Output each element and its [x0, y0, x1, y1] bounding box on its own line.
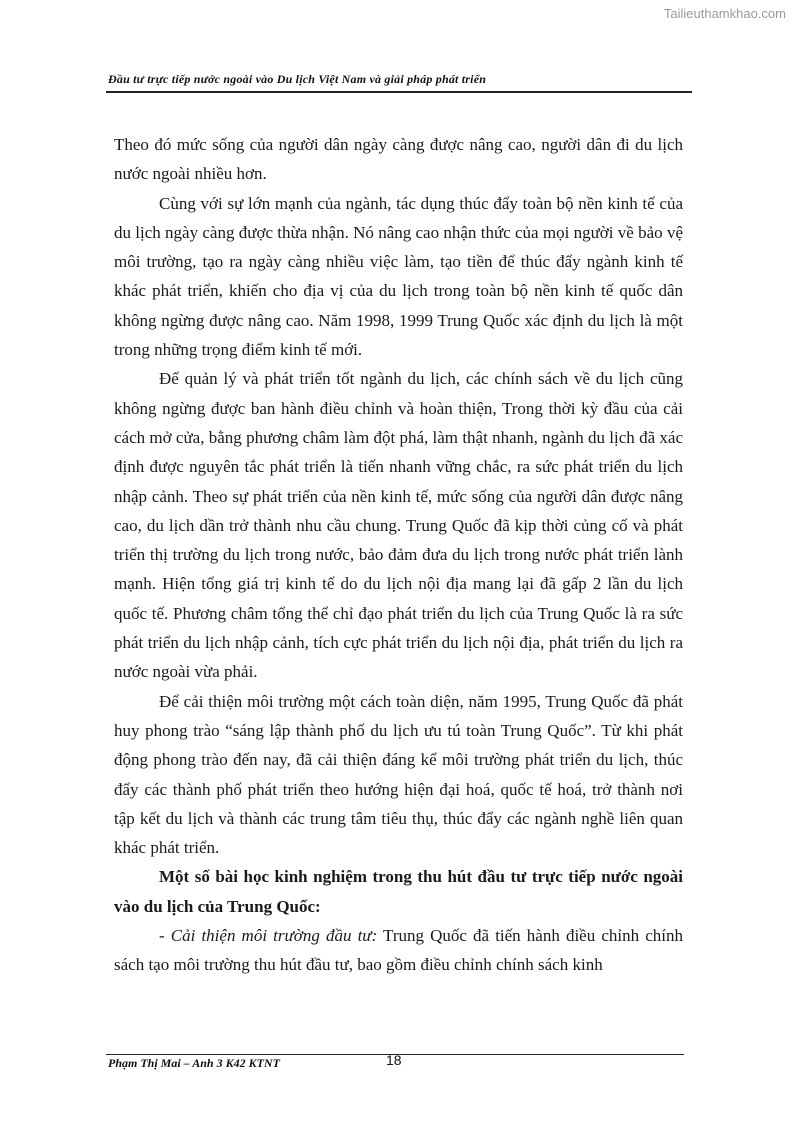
section-heading: Một số bài học kinh nghiệm trong thu hút đầu tư trực tiếp nước ngoài vào du lịch của Trung Quốc:	[114, 867, 683, 916]
paragraph-6	[114, 921, 683, 980]
paragraph-3: Để quản lý và phát triển tốt ngành du lịch, các chính sách về du lịch cũng không ngừng được ban hành điều chỉnh và hoàn thiện, Trong thời kỳ đầu của cải cách mở cửa, bằng phương châm làm đột phá, làm thật nhanh, ngành du lịch đã xác định được nguyên tắc phát triển là tiến nhanh vững chắc, ra sức phát triển du lịch nhập cảnh. Theo sự phát triển của nền kinh tế, mức sống của người dân được nâng cao, du lịch dần trở thành nhu cầu chung. Trung Quốc đã kịp thời củng cố và phát triển thị trường du lịch trong nước, bảo đảm đưa du lịch trong nước phát triển lành mạnh. Hiện tổng giá trị kinh tế do du lịch nội địa mang lại đã gấp 2 lần du lịch quốc tế. Phương châm tổng thể chỉ đạo phát triển du lịch của Trung Quốc là ra sức phát triển du lịch nhập cảnh, tích cực phát triển du lịch nội địa, phát triển du lịch ra nước ngoài vừa phải.	[114, 369, 683, 682]
paragraph-6-text: Trung Quốc đã tiến hành điều chỉnh chính sách tạo môi trường thu hút đầu tư, bao gồm điều chỉnh chính sách kinh	[114, 926, 683, 975]
footer-author: Phạm Thị Mai – Anh 3 K42 KTNT	[108, 1056, 280, 1070]
running-header: Đầu tư trực tiếp nước ngoài vào Du lịch Việt Nam và giải pháp phát triển	[108, 72, 487, 86]
paragraph-2: Cùng với sự lớn mạnh của ngành, tác dụng thúc đẩy toàn bộ nền kinh tế của du lịch ngày càng được thừa nhận. Nó nâng cao nhận thức của mọi người về bảo vệ môi trường, tạo ra ngày càng nhiều việc làm, tạo tiền để thúc đẩy ngành kinh tế khác phát triển, khiến cho địa vị của du lịch trong toàn bộ nền kinh tế quốc dân không ngừng được nâng cao. Năm 1998, 1999 Trung Quốc xác định du lịch là một trong những trọng điểm kinh tế mới.	[114, 193, 683, 360]
header-divider	[106, 91, 692, 93]
paragraph-4: Để cải thiện môi trường một cách toàn diện, năm 1995, Trung Quốc đã phát huy phong trào “sáng lập thành phố du lịch ưu tú toàn Trung Quốc”. Từ khi phát động phong trào đến nay, đã cải thiện đáng kể môi trường phát triển du lịch, thúc đẩy các thành phố phát triển theo hướng hiện đại hoá, quốc tế hoá, trở thành nơi tập kết du lịch và thành các trung tâm tiêu thụ, thúc đẩy các ngành nghề liên quan khác phát triển.	[114, 691, 683, 858]
page-number: 18	[386, 1052, 402, 1068]
page-body	[114, 130, 683, 980]
paragraph-6-lead: - Cải thiện môi trường đầu tư:	[159, 926, 378, 946]
paragraph-1: Theo đó mức sống của người dân ngày càng được nâng cao, người dân đi du lịch nước ngoài nhiều hơn.	[114, 135, 683, 184]
watermark-text: Tailieuthamkhao.com	[663, 6, 786, 21]
